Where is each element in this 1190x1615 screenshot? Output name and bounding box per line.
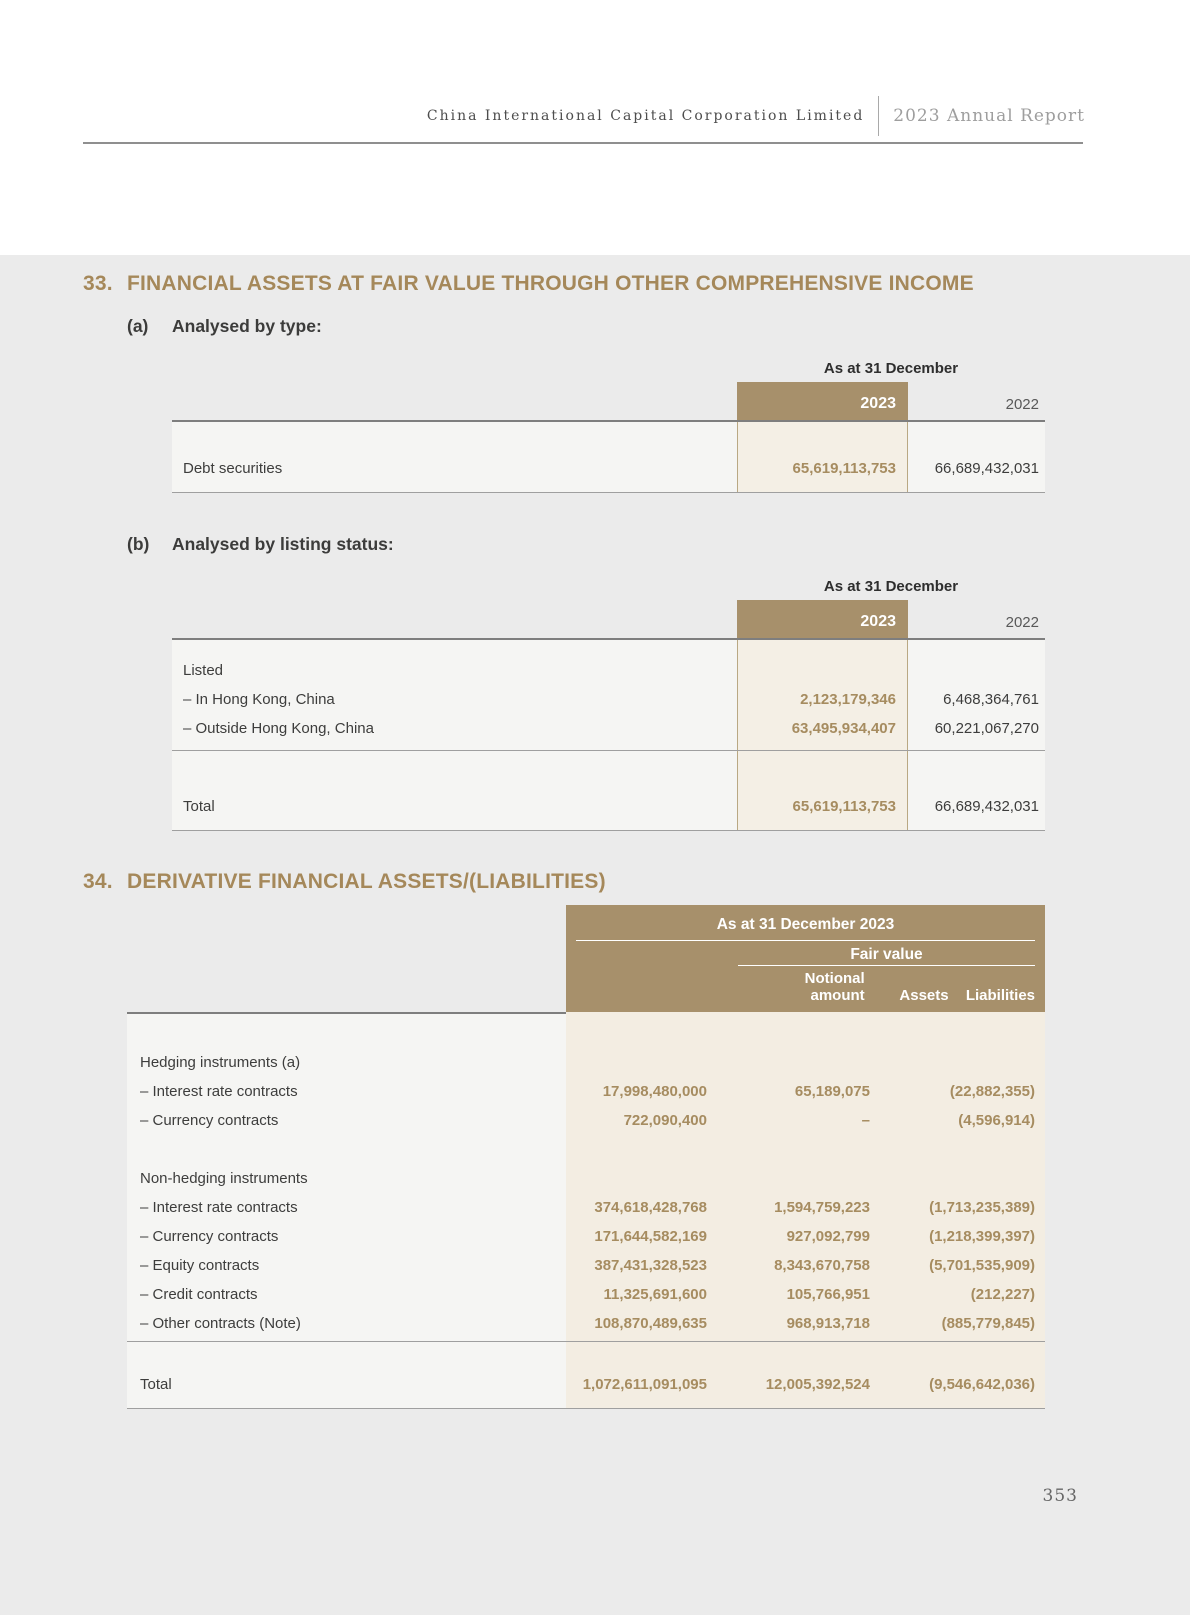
assets-value: 65,189,075 <box>794 1083 870 1100</box>
value-2022 <box>908 656 1045 685</box>
subsection-title: Analysed by type: <box>172 316 322 336</box>
table-row <box>127 1048 1045 1077</box>
period-header: As at 31 December 2023 <box>716 916 895 933</box>
header-divider <box>878 96 879 136</box>
assets-value: 1,594,759,223 <box>774 1199 870 1216</box>
notional-value: 722,090,400 <box>623 1112 707 1129</box>
value-2022: 6,468,364,761 <box>943 691 1039 708</box>
liabilities-value <box>873 1164 1045 1193</box>
assets-column-header: Assets <box>899 987 949 1004</box>
report-title: 2023 Annual Report <box>893 106 1085 126</box>
row-label: – Currency contracts <box>140 1228 279 1245</box>
total-liabilities: (9,546,642,036) <box>929 1376 1035 1393</box>
table-row <box>127 1077 1045 1106</box>
subsection-label: (a) <box>127 316 149 336</box>
notional-value <box>566 1164 707 1193</box>
value-2022: 66,689,432,031 <box>934 460 1039 477</box>
section-34-heading <box>83 870 606 894</box>
liabilities-value <box>873 1048 1045 1077</box>
section-33-heading <box>83 272 974 296</box>
row-label: – In Hong Kong, China <box>183 691 335 708</box>
value-2023: 63,495,934,407 <box>791 720 896 737</box>
column-headers-row <box>566 966 1045 1012</box>
liabilities-value: (885,779,845) <box>941 1315 1035 1332</box>
liabilities-column-header: Liabilities <box>965 987 1036 1004</box>
row-label: Debt securities <box>183 460 283 477</box>
period-header: As at 31 December <box>823 578 959 595</box>
subsection-title: Analysed by listing status: <box>172 534 394 554</box>
section-33b-heading <box>127 534 394 555</box>
row-label: Non-hedging instruments <box>140 1170 308 1187</box>
section-number: 34. <box>83 870 113 893</box>
content-band <box>0 255 1190 1615</box>
table-row <box>127 1106 1045 1135</box>
total-row <box>127 1370 1045 1399</box>
section-33a-heading <box>127 316 322 337</box>
table-row <box>127 1193 1045 1222</box>
column-2022-header: 2022 <box>1005 614 1039 631</box>
assets-value: 968,913,718 <box>786 1315 870 1332</box>
assets-value: – <box>861 1112 870 1129</box>
section-title: FINANCIAL ASSETS AT FAIR VALUE THROUGH OTHER COMPREHENSIVE INCOME <box>127 272 974 295</box>
table-row <box>172 656 1045 685</box>
assets-value <box>707 1048 873 1077</box>
column-2023-header: 2023 <box>737 600 908 638</box>
notional-value: 11,325,691,600 <box>603 1286 707 1303</box>
page-number: 353 <box>1042 1486 1078 1506</box>
table-row <box>172 454 1045 483</box>
notional-value: 108,870,489,635 <box>594 1315 707 1332</box>
total-notional: 1,072,611,091,095 <box>582 1376 707 1393</box>
table-row <box>127 1280 1045 1309</box>
liabilities-value: (1,713,235,389) <box>929 1199 1035 1216</box>
total-label: Total <box>183 798 215 815</box>
liabilities-value: (22,882,355) <box>949 1083 1035 1100</box>
liabilities-value: (212,227) <box>970 1286 1035 1303</box>
assets-value <box>707 1164 873 1193</box>
table-row <box>127 1222 1045 1251</box>
table-row <box>172 714 1045 743</box>
row-label: – Currency contracts <box>140 1112 279 1129</box>
value-2023: 2,123,179,346 <box>800 691 896 708</box>
assets-value: 927,092,799 <box>786 1228 870 1245</box>
running-header <box>427 96 1085 136</box>
assets-value: 8,343,670,758 <box>774 1257 870 1274</box>
derivatives-table-header <box>566 905 1045 1012</box>
value-2022: 60,221,067,270 <box>934 720 1039 737</box>
fair-value-header: Fair value <box>850 946 923 963</box>
table-row <box>127 1309 1045 1338</box>
notional-amount-column-header: Notional amount <box>804 970 865 1004</box>
derivatives-table-body <box>127 1012 1045 1409</box>
period-header: As at 31 December <box>823 360 959 377</box>
value-2023 <box>737 656 908 685</box>
notional-value: 17,998,480,000 <box>602 1083 707 1100</box>
assets-value: 105,766,951 <box>786 1286 870 1303</box>
table-body <box>172 422 1045 493</box>
row-label: – Other contracts (Note) <box>140 1315 301 1332</box>
row-label: Listed <box>183 662 224 679</box>
company-name: China International Capital Corporation Limited <box>426 108 865 124</box>
column-2023-header: 2023 <box>737 382 908 420</box>
total-assets: 12,005,392,524 <box>765 1376 870 1393</box>
row-label: – Credit contracts <box>140 1286 258 1303</box>
total-2022: 66,689,432,031 <box>934 798 1039 815</box>
header-rule <box>83 142 1083 144</box>
table-row <box>127 1164 1045 1193</box>
section-title: DERIVATIVE FINANCIAL ASSETS/(LIABILITIES) <box>127 870 606 893</box>
notional-value: 374,618,428,768 <box>594 1199 707 1216</box>
table-row <box>127 1251 1045 1280</box>
analysed-by-type-table <box>172 360 1045 493</box>
row-label: Hedging instruments (a) <box>140 1054 301 1071</box>
table-row <box>172 685 1045 714</box>
notional-value: 387,431,328,523 <box>594 1257 707 1274</box>
liabilities-value: (1,218,399,397) <box>929 1228 1035 1245</box>
notional-value: 171,644,582,169 <box>594 1228 707 1245</box>
row-label: – Interest rate contracts <box>140 1083 298 1100</box>
liabilities-value: (5,701,535,909) <box>929 1257 1035 1274</box>
total-row <box>172 792 1045 821</box>
row-label: – Equity contracts <box>140 1257 260 1274</box>
table-body <box>172 640 1045 831</box>
row-label: – Outside Hong Kong, China <box>183 720 374 737</box>
value-2023: 65,619,113,753 <box>792 460 896 477</box>
row-label: – Interest rate contracts <box>140 1199 298 1216</box>
table-header-row <box>172 600 1045 638</box>
subsection-label: (b) <box>127 534 150 554</box>
section-number: 33. <box>83 272 113 295</box>
total-label: Total <box>140 1376 172 1393</box>
liabilities-value: (4,596,914) <box>958 1112 1035 1129</box>
table-header-row <box>172 382 1045 420</box>
column-2022-header: 2022 <box>1005 396 1039 413</box>
notional-value <box>566 1048 707 1077</box>
total-2023: 65,619,113,753 <box>792 798 896 815</box>
analysed-by-listing-status-table <box>172 578 1045 831</box>
